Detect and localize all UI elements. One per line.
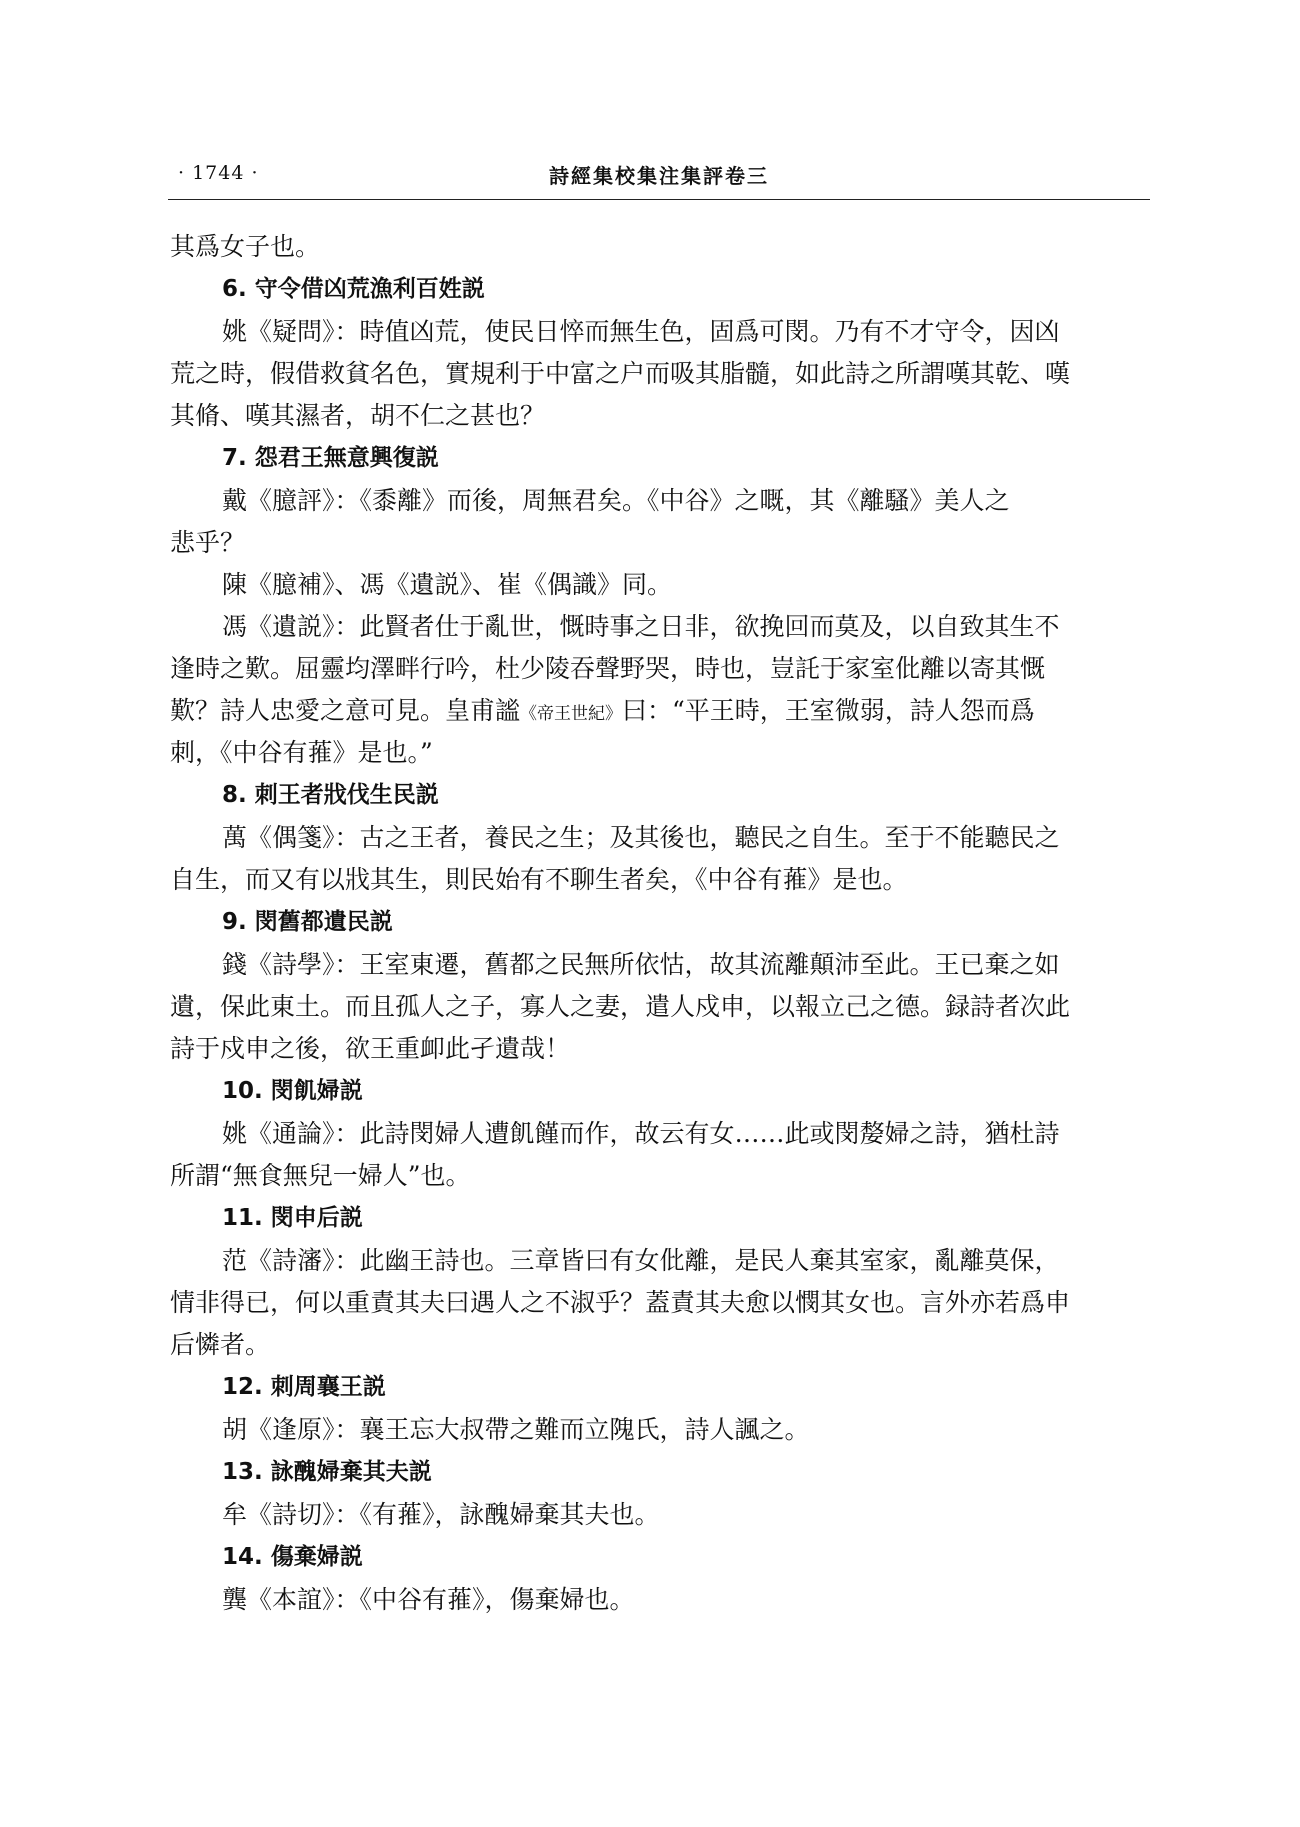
section-heading-8: 8. 刺王者戕伐生民説 — [222, 782, 439, 808]
text-line: 姚《通論》：此詩閔婦人遭飢饉而作，故云有女……此或閔嫠婦之詩，猶杜詩 — [222, 1119, 1060, 1148]
text-line: 悲乎？ — [170, 528, 246, 557]
text-line: 情非得已，何以重責其夫曰遇人之不淑乎？蓋責其夫愈以憫其女也。言外亦若爲申 — [170, 1288, 1071, 1317]
text-line: 所謂“無食無兒一婦人”也。 — [170, 1161, 471, 1190]
section-heading-10: 10. 閔飢婦説 — [222, 1078, 363, 1104]
inline-note: 《帝王世紀》 — [520, 704, 623, 724]
text-line: 荒之時，假借救貧名色，實規利于中富之户而吸其脂髓，如此詩之所謂嘆其乾、嘆 — [170, 359, 1071, 388]
header-rule — [168, 199, 1150, 200]
text-line: 萬《偶箋》：古之王者，養民之生；及其後也，聽民之自生。至于不能聽民之 — [222, 823, 1060, 852]
section-heading-7: 7. 怨君王無意興復説 — [222, 445, 439, 471]
section-heading-6: 6. 守令借凶荒漁利百姓説 — [222, 276, 485, 302]
page-body — [170, 226, 1150, 1621]
section-heading-13: 13. 詠醜婦棄其夫説 — [222, 1459, 432, 1485]
running-title: 詩經集校集注集評卷三 — [549, 164, 769, 188]
text-line: 逢時之歎。屈靈均澤畔行吟，杜少陵吞聲野哭，時也，豈託于家室仳離以寄其慨 — [170, 654, 1046, 683]
text-line: 馮《遺説》：此賢者仕于亂世，慨時事之日非，欲挽回而莫及，以自致其生不 — [222, 612, 1060, 641]
text-line: 自生，而又有以戕其生，則民始有不聊生者矣，《中谷有蓷》是也。 — [170, 865, 908, 894]
section-heading-11: 11. 閔申后説 — [222, 1205, 363, 1231]
text-line: 胡《逢原》：襄王忘大叔帶之難而立隗氏，詩人諷之。 — [222, 1415, 810, 1444]
text-line: 詩于戍申之後，欲王重卹此孑遺哉！ — [170, 1034, 571, 1063]
text-segment: 歎？詩人忠愛之意可見。皇甫謐 — [170, 696, 521, 725]
page-header — [168, 160, 1150, 198]
text-line: 陳《臆補》、馮《遺説》、崔《偶識》同。 — [222, 570, 673, 599]
text-line: 后憐者。 — [170, 1330, 271, 1359]
page-number: · 1744 · — [178, 162, 259, 184]
text-line: 遺，保此東土。而且孤人之子，寡人之妻，遣人戍申，以報立己之德。録詩者次此 — [170, 992, 1071, 1021]
text-segment: 曰：“平王時，王室微弱，詩人怨而爲 — [622, 696, 1035, 725]
text-line-with-note — [170, 690, 1150, 732]
section-heading-9: 9. 閔舊都遺民説 — [222, 909, 393, 935]
text-line: 錢《詩學》：王室東遷，舊都之民無所依怙，故其流離顛沛至此。王已棄之如 — [222, 950, 1060, 979]
text-line: 其爲女子也。 — [170, 232, 321, 261]
text-line: 刺，《中谷有蓷》是也。” — [170, 738, 433, 767]
text-line: 姚《疑問》：時值凶荒，使民日悴而無生色，固爲可閔。乃有不才守令，因凶 — [222, 317, 1060, 346]
text-line: 其脩、嘆其濕者，胡不仁之甚也？ — [170, 401, 546, 430]
section-heading-12: 12. 刺周襄王説 — [222, 1374, 386, 1400]
text-line: 龔《本誼》：《中谷有蓷》，傷棄婦也。 — [222, 1585, 635, 1614]
text-line: 戴《臆評》：《黍離》而後，周無君矣。《中谷》之嘅，其《離騷》美人之 — [222, 486, 1010, 515]
text-line: 范《詩瀋》：此幽王詩也。三章皆曰有女仳離，是民人棄其室家，亂離莫保， — [222, 1246, 1060, 1275]
text-line: 牟《詩切》：《有蓷》，詠醜婦棄其夫也。 — [222, 1500, 660, 1529]
section-heading-14: 14. 傷棄婦説 — [222, 1544, 363, 1570]
